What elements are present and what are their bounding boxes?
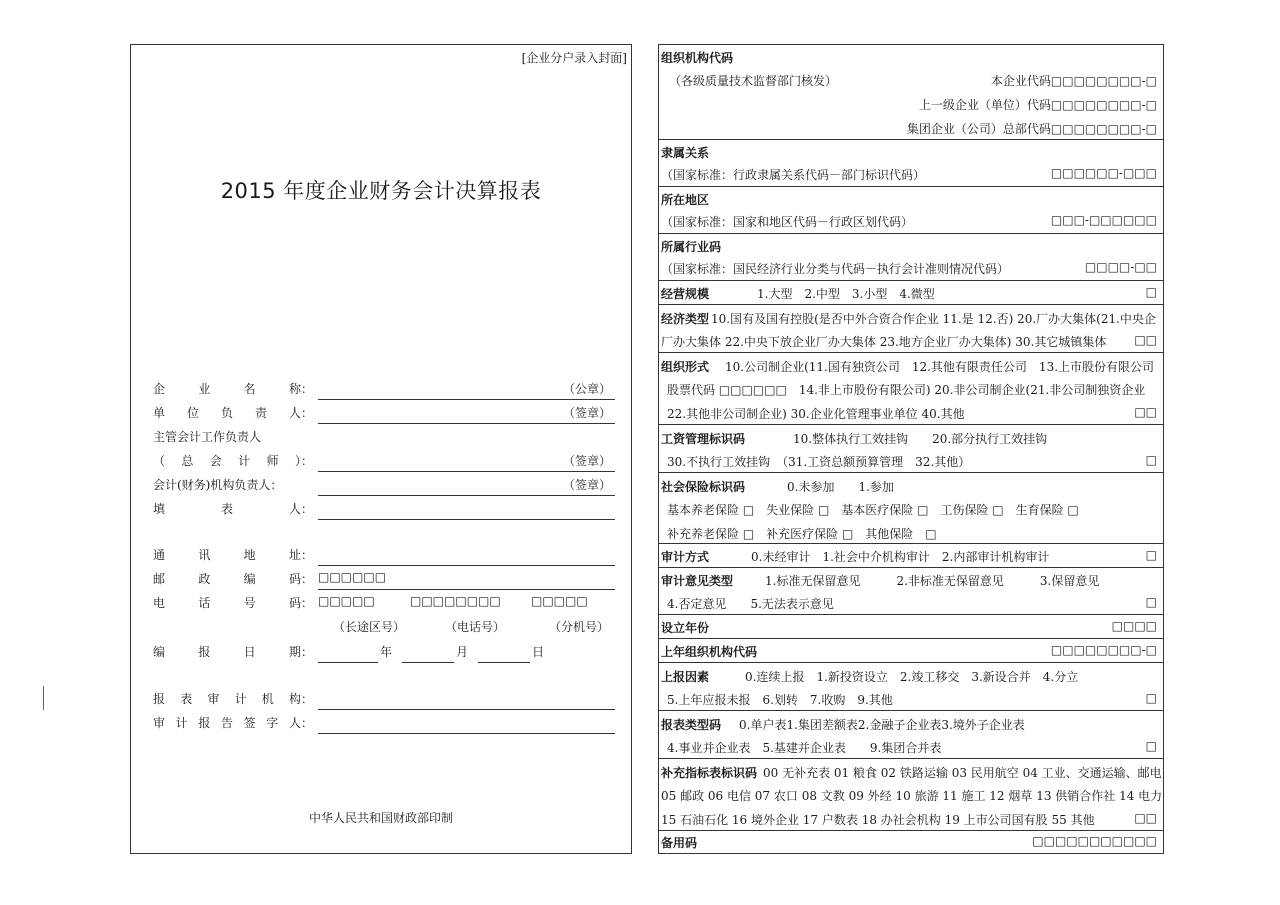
- finance-head-sign-note: （签章）: [562, 478, 611, 492]
- prev-org-code-section: [659, 639, 1163, 663]
- supp-code-section: [659, 759, 1163, 831]
- social-ins-title: 社会保险标识码: [661, 480, 746, 494]
- supp-code-line1: 00 无补充表 01 粮食 02 铁路运输 03 民用航空 04 工业、交通运输、邮电: [763, 766, 1162, 780]
- industry-section: [659, 234, 1163, 281]
- phone-number-boxes[interactable]: □□□□□□□□: [410, 594, 501, 608]
- preparer-label: 填 表 人：: [153, 502, 313, 516]
- region-section: [659, 187, 1163, 234]
- phone-ext-boxes[interactable]: □□□□□: [531, 594, 588, 608]
- year-input[interactable]: [318, 644, 378, 663]
- audit-org-input[interactable]: [318, 689, 615, 710]
- region-title: 所在地区: [661, 193, 710, 207]
- phone-sub-row: [153, 616, 615, 638]
- postcode-boxes[interactable]: □□□□□□: [318, 570, 387, 584]
- acct-head-label-1: 主管会计工作负责人: [153, 430, 262, 444]
- econ-type-section: [659, 305, 1163, 353]
- supp-code-boxes[interactable]: □□: [1134, 811, 1157, 825]
- audit-method-boxes[interactable]: □: [1145, 548, 1157, 562]
- org-code-title: 组织机构代码: [661, 51, 734, 65]
- audit-signer-row: [153, 712, 615, 734]
- acct-head-sign-note: （签章）: [562, 454, 611, 468]
- supp-code-line3: 15 石油石化 16 境外企业 17 户数表 18 办社会机构 19 上市公司国有股 55 其他: [661, 813, 1095, 827]
- org-form-title: 组织形式: [661, 360, 710, 374]
- wage-line1: 10.整体执行工效挂钩 20.部分执行工效挂钩: [793, 432, 1048, 446]
- org-code-section: [659, 45, 1163, 140]
- phone-row: [153, 592, 615, 614]
- report-title: 2015 年度企业财务会计决算报表: [220, 179, 542, 203]
- founded-year-section: [659, 615, 1163, 639]
- report-type-line2: 4.事业并企业表 5.基建并企业表 9.集团合并表: [667, 741, 942, 755]
- unit-head-row: [153, 402, 615, 424]
- org-form-section: [659, 353, 1163, 425]
- org-form-boxes[interactable]: □□: [1134, 405, 1157, 419]
- audit-opinion-line2: 4.否定意见 5.无法表示意见: [667, 597, 834, 611]
- social-ins-section: [659, 473, 1163, 544]
- acct-head-row1: [153, 426, 615, 448]
- report-type-section: [659, 711, 1163, 759]
- address-label: 通 讯 地 址：: [153, 548, 313, 562]
- phone-area-boxes[interactable]: □□□□□: [318, 594, 375, 608]
- area-code-caption: （长途区号）: [333, 620, 406, 634]
- reserve-section: [659, 831, 1163, 853]
- phone-number-caption: （电话号）: [445, 620, 506, 634]
- scale-options: 1.大型 2.中型 3.小型 4.微型: [757, 287, 935, 301]
- acct-head-row2: [153, 450, 615, 472]
- org-form-line3: 22.其他非公司制企业) 30.企业化管理事业单位 40.其他: [667, 407, 965, 421]
- year-unit: 年: [380, 645, 393, 659]
- month-unit: 月: [456, 645, 469, 659]
- audit-org-label: 报 表 审 计 机 构：: [153, 692, 313, 706]
- cover-tag: [企业分户录入封面]: [521, 51, 627, 65]
- date-fields: [318, 641, 615, 663]
- own-code-boxes[interactable]: 本企业代码□□□□□□□□-□: [990, 74, 1157, 88]
- wage-title: 工资管理标识码: [661, 432, 746, 446]
- preparer-input[interactable]: [318, 499, 615, 520]
- audit-signer-label: 审 计 报 告 签 字 人：: [153, 716, 313, 730]
- report-factor-line2: 5.上年应报未报 6.划转 7.收购 9.其他: [667, 693, 893, 707]
- wage-boxes[interactable]: □: [1145, 453, 1157, 467]
- affiliation-title: 隶属关系: [661, 146, 710, 160]
- scale-section: [659, 281, 1163, 305]
- reserve-boxes[interactable]: □□□□□□□□□□□: [1032, 834, 1157, 848]
- audit-opinion-line1: 1.标准无保留意见 2.非标准无保留意见 3.保留意见: [765, 574, 1100, 588]
- postcode-row: [153, 568, 615, 590]
- affiliation-boxes[interactable]: □□□□□□-□□□: [1050, 166, 1157, 180]
- founded-year-title: 设立年份: [661, 621, 710, 635]
- preparer-row: [153, 498, 615, 520]
- report-factor-boxes[interactable]: □: [1145, 691, 1157, 705]
- cover-page: [130, 44, 632, 854]
- social-ins-line3[interactable]: 补充养老保险 □ 补充医疗保险 □ 其他保险 □: [667, 527, 937, 541]
- report-factor-title: 上报因素: [661, 670, 710, 684]
- audit-method-title: 审计方式: [661, 550, 710, 564]
- audit-method-options: 0.未经审计 1.社会中介机构审计 2.内部审计机构审计: [751, 550, 1050, 564]
- region-note: （国家标准：国家和地区代码－行政区划代码）: [661, 215, 914, 229]
- month-input[interactable]: [402, 644, 454, 663]
- econ-type-line1: 10.国有及国有控股(是否中外合资合作企业 11.是 12.否) 20.厂办大集体(21.中央企: [711, 312, 1156, 326]
- scale-title: 经营规模: [661, 287, 710, 301]
- social-ins-line1: 0.未参加 1.参加: [787, 480, 894, 494]
- org-code-note: （各级质量技术监督部门核发）: [669, 74, 838, 88]
- audit-method-section: [659, 544, 1163, 568]
- address-input[interactable]: [318, 545, 615, 566]
- phone-label: 电 话 号 码：: [153, 596, 313, 610]
- econ-type-title: 经济类型: [661, 312, 710, 326]
- econ-type-line2: 厂办大集体 22.中央下放企业厂办大集体 23.地方企业厂办大集体) 30.其它城镇集体: [661, 335, 1107, 349]
- company-name-label: 企 业 名 称：: [153, 382, 313, 396]
- affiliation-section: [659, 140, 1163, 187]
- date-label: 编 报 日 期：: [153, 645, 313, 659]
- report-factor-section: [659, 663, 1163, 711]
- extension-caption: （分机号）: [549, 620, 610, 634]
- address-row: [153, 544, 615, 566]
- audit-opinion-section: [659, 568, 1163, 615]
- org-form-line1: 10.公司制企业(11.国有独资公司 12.其他有限责任公司 13.上市股份有限公司: [725, 360, 1155, 374]
- report-factor-line1: 0.连续上报 1.新投资设立 2.竣工移交 3.新设合并 4.分立: [745, 670, 1079, 684]
- social-ins-line2[interactable]: 基本养老保险 □ 失业保险 □ 基本医疗保险 □ 工伤保险 □ 生育保险 □: [667, 503, 1079, 517]
- audit-opinion-title: 审计意见类型: [661, 574, 734, 588]
- day-input[interactable]: [478, 644, 530, 663]
- founded-year-boxes[interactable]: □□□□: [1111, 619, 1157, 633]
- industry-boxes[interactable]: □□□□-□□: [1084, 260, 1157, 274]
- company-seal-note: （公章）: [562, 382, 611, 396]
- wage-section: [659, 425, 1163, 473]
- industry-note: （国家标准：国民经济行业分类与代码－执行会计准则情况代码）: [661, 262, 1010, 276]
- finance-head-label: 会计(财务)机构负责人：: [153, 478, 283, 492]
- audit-org-row: [153, 688, 615, 710]
- code-table: [658, 44, 1164, 854]
- unit-head-sign-note: （签章）: [562, 406, 611, 420]
- group-code-boxes[interactable]: 集团企业（公司）总部代码□□□□□□□□-□: [906, 122, 1157, 136]
- date-row: [153, 641, 615, 663]
- printer-credit: 中华人民共和国财政部印制: [308, 811, 453, 825]
- region-boxes[interactable]: □□□-□□□□□□: [1050, 213, 1157, 227]
- company-name-row: [153, 378, 615, 400]
- day-unit: 日: [532, 645, 545, 659]
- postcode-label: 邮 政 编 码：: [153, 572, 313, 586]
- wage-line2: 30.不执行工效挂钩 （31.工资总额预算管理 32.其他）: [667, 455, 971, 469]
- acct-head-label-2: （ 总 会 计 师 ）：: [153, 454, 313, 468]
- report-type-line1: 0.单户表1.集团差额表2.金融子企业表3.境外子企业表: [739, 718, 1025, 732]
- audit-opinion-boxes[interactable]: □: [1145, 595, 1157, 609]
- finance-head-row: [153, 474, 615, 496]
- prev-org-code-title: 上年组织机构代码: [661, 645, 758, 659]
- audit-signer-input[interactable]: [318, 713, 615, 734]
- report-type-boxes[interactable]: □: [1145, 739, 1157, 753]
- econ-type-boxes[interactable]: □□: [1134, 333, 1157, 347]
- unit-head-label: 单 位 负 责 人：: [153, 406, 313, 420]
- binding-mark: [43, 686, 44, 710]
- reserve-title: 备用码: [661, 836, 698, 850]
- org-form-line2: 股票代码 □□□□□□ 14.非上市股份有限公司) 20.非公司制企业(21.非公司制独资企业: [667, 383, 1146, 397]
- scale-boxes[interactable]: □: [1145, 285, 1157, 299]
- report-type-title: 报表类型码: [661, 718, 722, 732]
- affiliation-note: （国家标准：行政隶属关系代码－部门标识代码）: [661, 168, 926, 182]
- supp-code-line2: 05 邮政 06 电信 07 农口 08 文教 09 外经 10 旅游 11 施工 12 烟草 13 供销合作社 14 电力: [661, 789, 1163, 803]
- supp-code-title: 补充指标表标识码: [661, 766, 758, 780]
- prev-org-code-boxes[interactable]: □□□□□□□□-□: [1050, 643, 1157, 657]
- industry-title: 所属行业码: [661, 240, 722, 254]
- parent-code-boxes[interactable]: 上一级企业（单位）代码□□□□□□□□-□: [918, 98, 1157, 112]
